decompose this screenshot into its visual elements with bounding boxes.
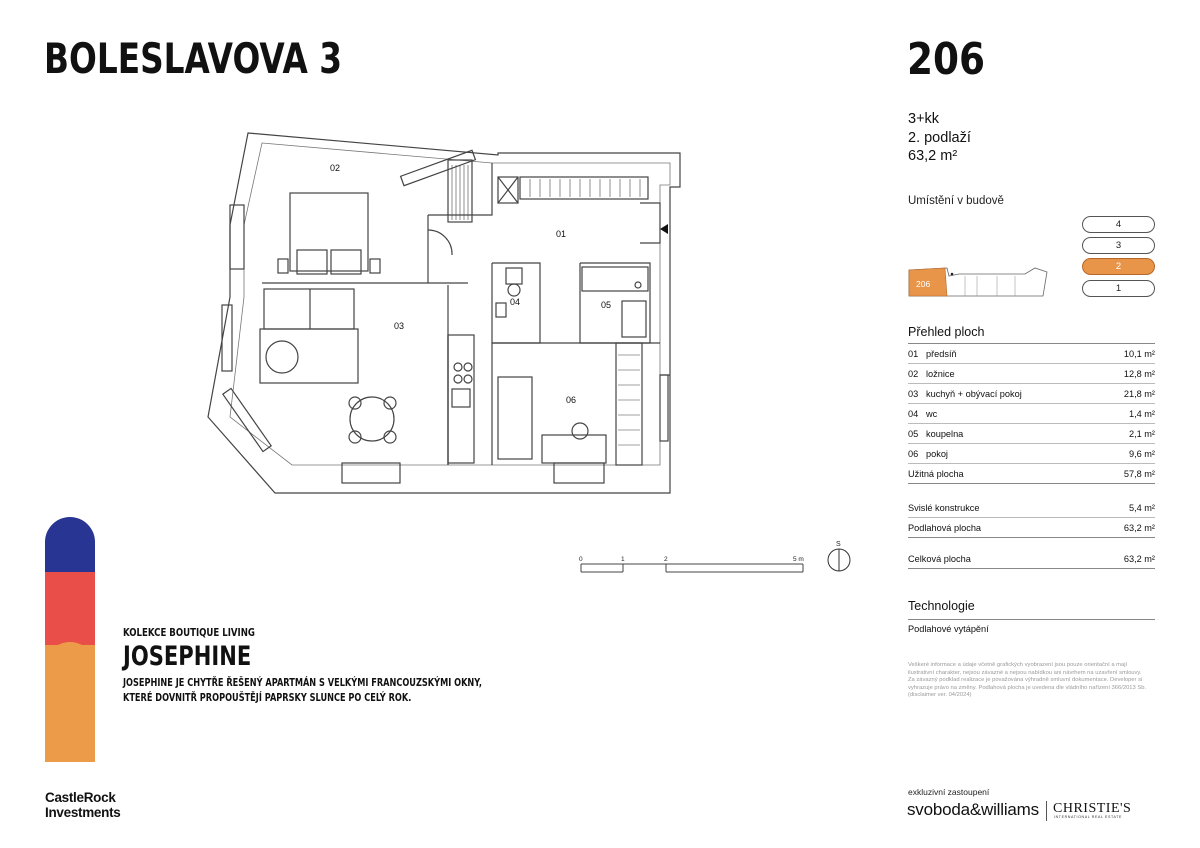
area-row: 03 kuchyň + obývací pokoj 21,8 m² [908,384,1155,404]
unit-info [908,110,971,166]
room-label-01: 01 [556,229,567,239]
developer-name-line2: Investments [45,805,121,820]
room-label-03: 03 [394,321,405,331]
room-label-02: 02 [330,163,341,173]
scale-label-5m: 5 m [793,556,804,563]
disclaimer: Veškeré informace a údaje včetně grafických vyobrazení jsou pouze orientační a mají ilustrativní charakter, nejsou závazné a nejsou nabídkou ani návrhem na uzavření smlouvy. Za závazný podklad realizace je považována výhradně smluvní dokumentace. Developer si vyhrazuje právo na změny. Podlahová plocha je uvedena dle vládního nařízení 366/2013 Sb. (disclaimer ver. 04/2024) [908,662,1147,699]
area-row: 06 pokoj 9,6 m² [908,444,1155,464]
room06-wardrobe [616,343,642,465]
washbasin [622,301,646,337]
description-line-2: KTERÉ DOVNITŘ PROPOUŠTĚJÍ PAPRSKY SLUNCE PO CELÝ ROK. [123,692,412,704]
technology-heading: Technologie [908,599,975,613]
north-label: S [836,541,841,548]
brand-shape-blue [45,517,95,572]
scale-label-0: 0 [579,556,583,563]
collection-name: JOSEPHINE [123,641,252,672]
area-row: 05 koupelna 2,1 m² [908,424,1155,444]
brand-shapes [45,517,95,762]
collection-kicker: KOLEKCE BOUTIQUE LIVING [123,626,255,639]
partner-logo-sub: INTERNATIONAL REAL ESTATE [1054,815,1123,819]
total-table [908,549,1155,569]
partner-logo: CHRISTIE'S [1053,801,1132,816]
entrance-arrow-icon [660,224,668,234]
brand-shape-red-arc [45,572,95,645]
sofa [264,289,354,329]
developer-logo [45,790,120,820]
outer-wall [208,133,680,493]
room-label-04: 04 [510,297,521,307]
desk [542,435,606,463]
unit-floor: 2. podlaží [908,129,971,146]
compass-icon [824,538,854,574]
building-title: BOLESLAVOVA 3 [44,34,343,83]
developer-name-line1: CastleRock [45,790,116,805]
scale-label-1: 1 [621,556,625,563]
building-keyplan [905,262,1055,300]
logo-separator [1046,801,1047,821]
dining-table [350,397,394,441]
scale-bar [575,552,815,576]
technology-divider [908,619,1155,620]
floor-button-3[interactable]: 3 [1082,237,1155,254]
room-label-06: 06 [566,395,577,405]
placement-label: Umístění v budově [908,195,1004,207]
construction-table [908,498,1155,538]
areas-table [908,343,1155,484]
technology-item: Podlahové vytápění [908,624,989,634]
vertical-structures-row: Svislé konstrukce 5,4 m² [908,498,1155,518]
keyplan-unit-label: 206 [916,279,931,289]
area-row: 01 předsíň 10,1 m² [908,344,1155,364]
unit-number: 206 [907,34,986,85]
brand-shape-orange-arc [45,642,95,762]
area-row: 04 wc 1,4 m² [908,404,1155,424]
unit-layout: 3+kk [908,111,940,127]
agent-logo: svoboda&williams [907,800,1039,819]
areas-heading: Přehled ploch [908,325,985,339]
toilet [508,284,520,296]
coffee-table [266,341,298,373]
floor-button-1[interactable]: 1 [1082,280,1155,297]
usable-area-row: Užitná plocha 57,8 m² [908,464,1155,484]
hall-wardrobe [520,177,648,199]
scale-label-2: 2 [664,556,668,563]
area-row: 02 ložnice 12,8 m² [908,364,1155,384]
collection-description [123,676,482,706]
agent-label: exkluzivní zastoupení [908,787,990,797]
room06-bed [498,377,532,459]
bed [290,193,368,271]
description-line-1: JOSEPHINE JE CHYTŘE ŘEŠENÝ APARTMÁN S VELKÝMI FRANCOUZSKÝMI OKNY, [123,677,482,689]
floor-area-row: Podlahová plocha 63,2 m² [908,518,1155,538]
floor-button-4[interactable]: 4 [1082,216,1155,233]
unit-area: 63,2 m² [908,148,958,164]
total-area-row: Celková plocha 63,2 m² [908,549,1155,569]
floor-button-2[interactable]: 2 [1082,258,1155,275]
room-label-05: 05 [601,300,612,310]
floor-plan [200,125,690,500]
